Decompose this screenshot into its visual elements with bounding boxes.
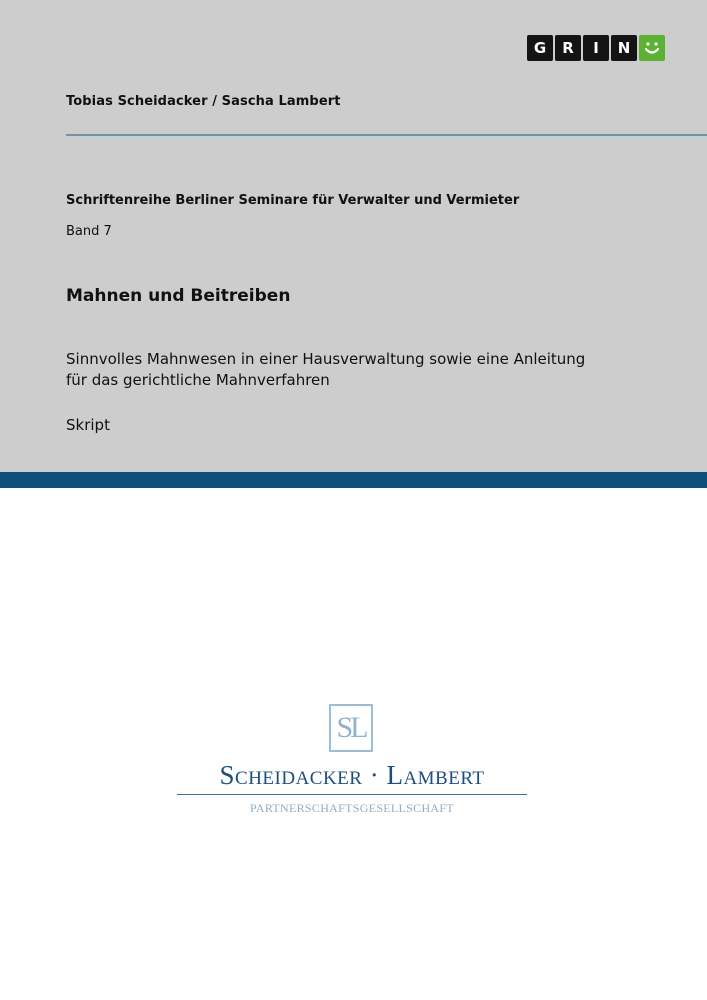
publisher-logo [175,700,529,820]
smile-icon [639,35,665,61]
subtitle-line: für das gerichtliche Mahnverfahren [66,371,330,389]
grin-logo [527,35,665,61]
sl-monogram: SL [329,704,373,752]
series-title: Schriftenreihe Berliner Seminare für Verwalter und Vermieter [66,193,520,208]
volume-number: Band 7 [66,224,112,239]
publisher-subtitle: PARTNERSCHAFTSGESELLSCHAFT [249,801,454,815]
cover-blue-band [0,472,707,488]
grin-letter-i: I [583,35,609,61]
subtitle-line: Sinnvolles Mahnwesen in einer Hausverwaltung sowie eine Anleitung [66,350,586,368]
grin-letter-r: R [555,35,581,61]
publisher-name: Scheidacker · Lambert [219,760,485,790]
book-title: Mahnen und Beitreiben [66,286,291,306]
authors: Tobias Scheidacker / Sascha Lambert [66,94,341,109]
book-subtitle [66,349,646,391]
document-type: Skript [66,416,110,434]
header-divider [66,134,707,136]
publisher-divider [177,794,527,795]
grin-letter-g: G [527,35,553,61]
grin-letter-n: N [611,35,637,61]
